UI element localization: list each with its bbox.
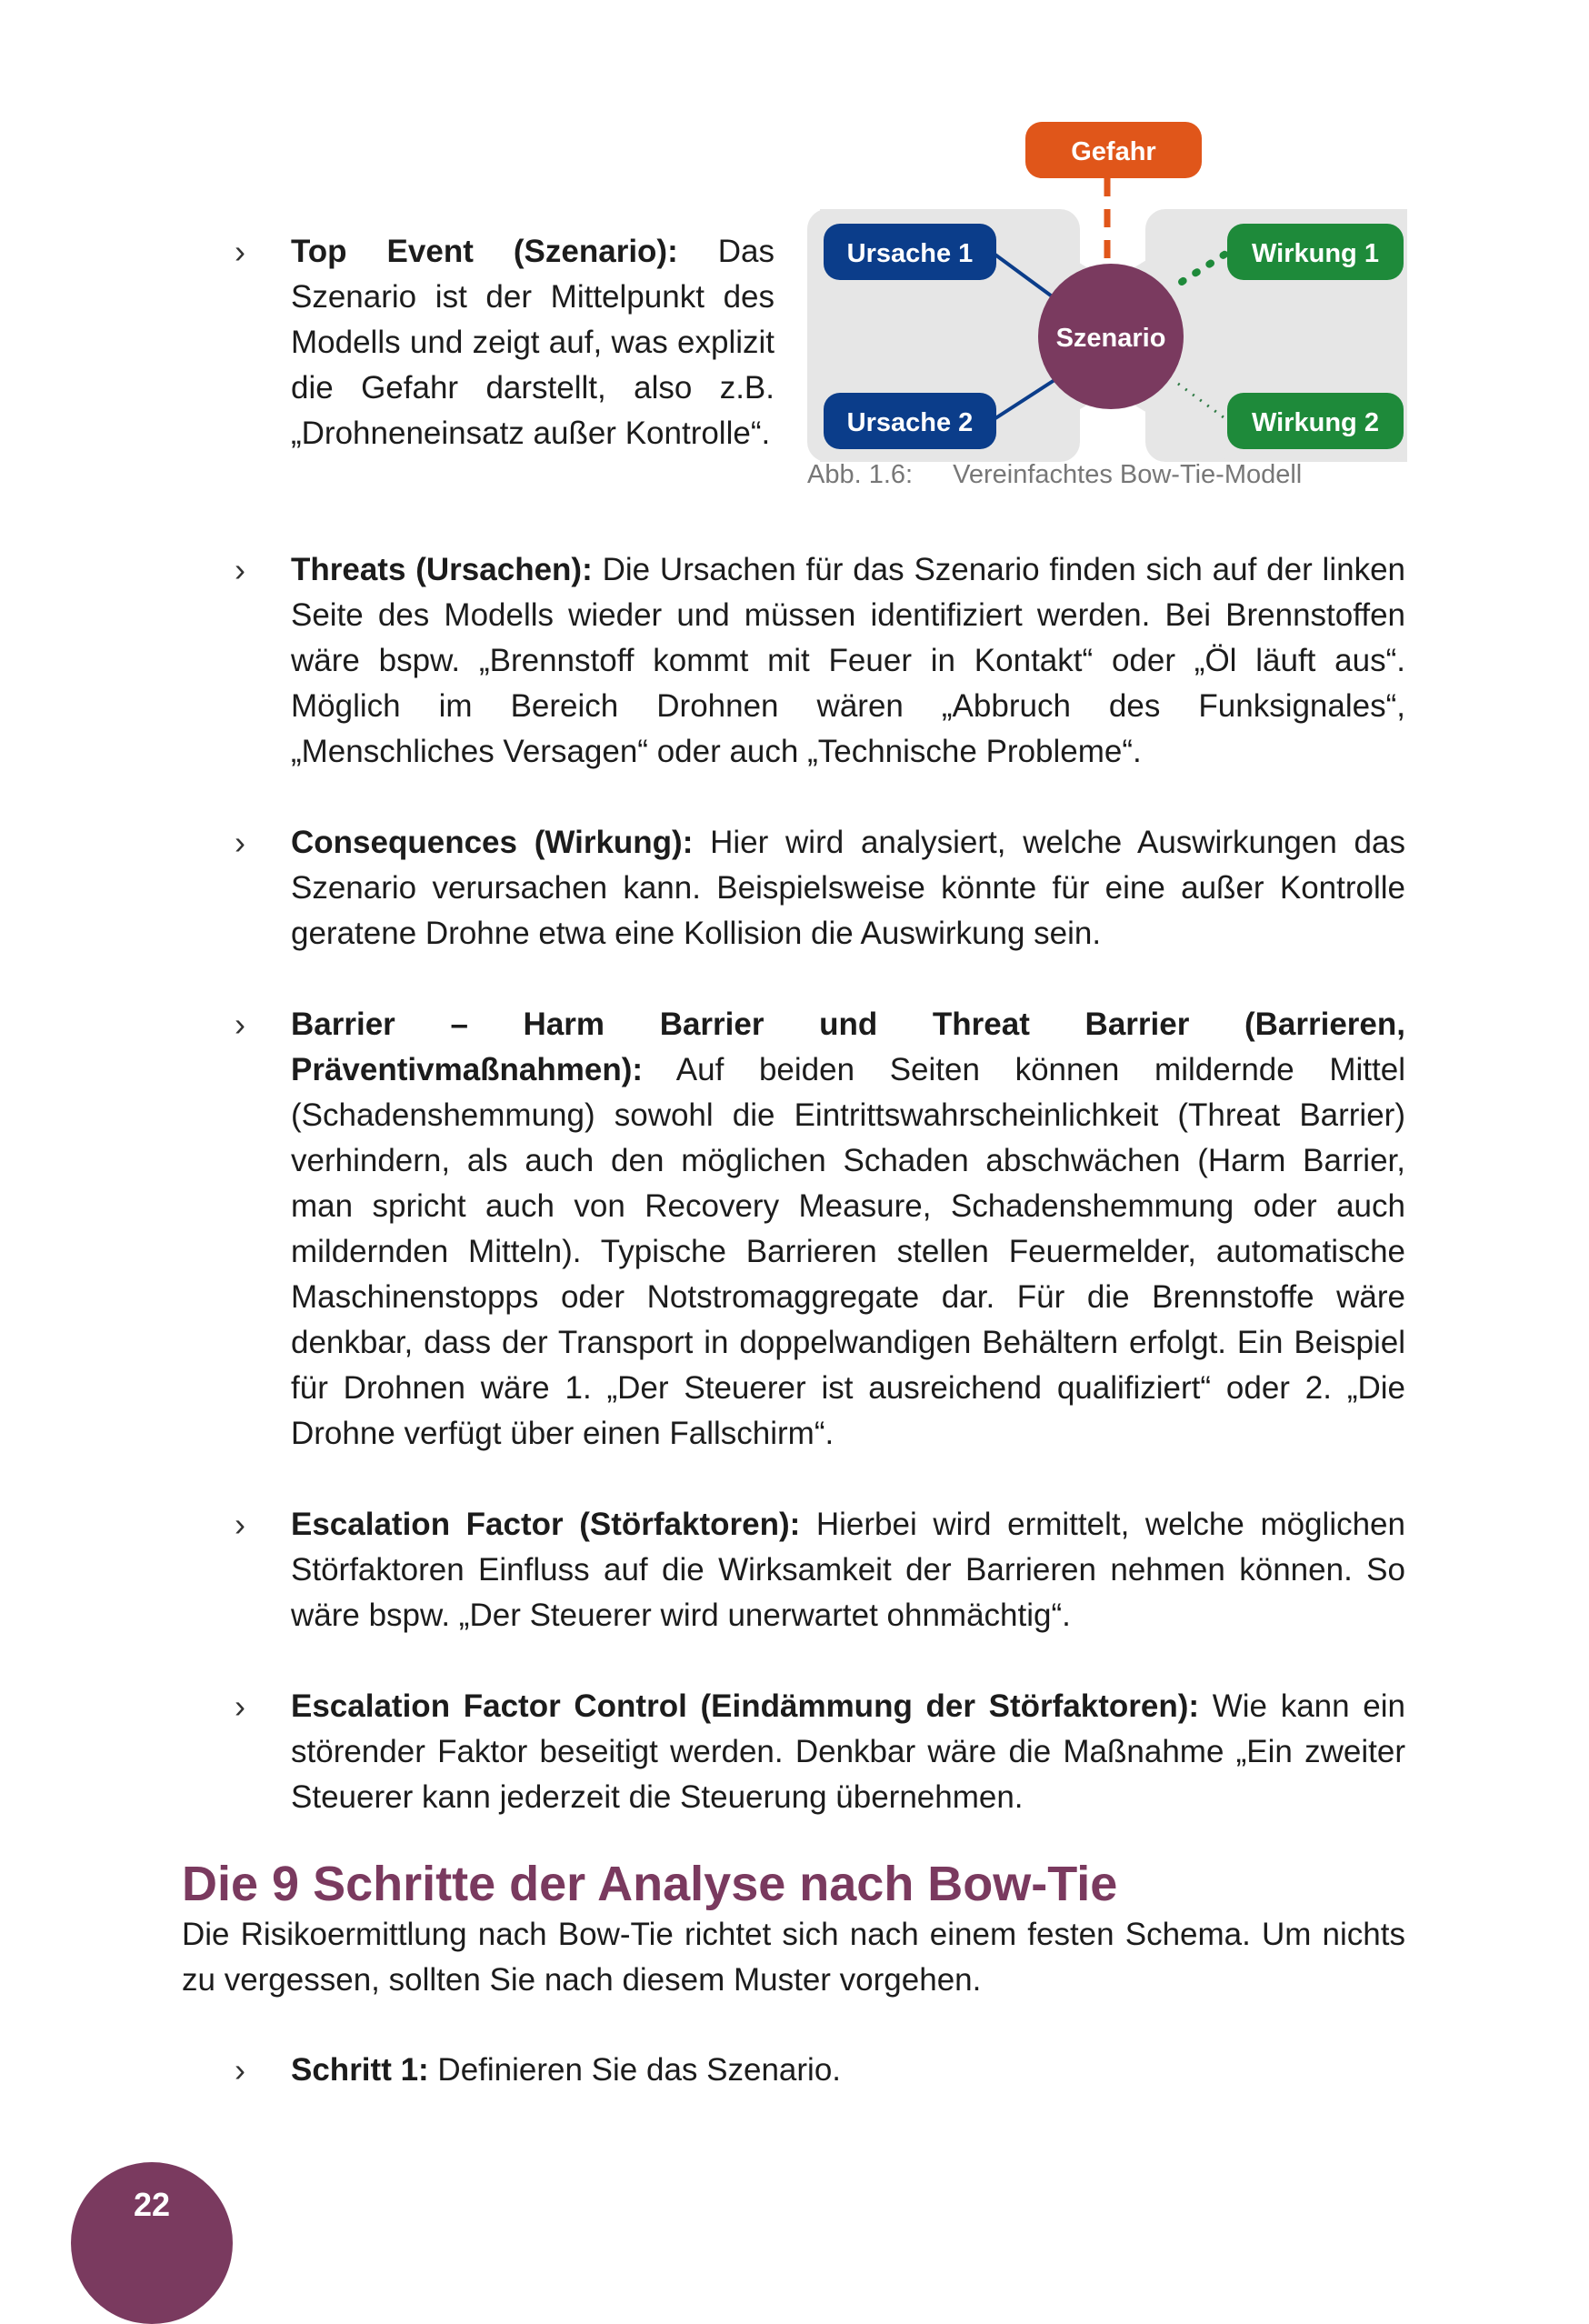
list-item-term: Schritt 1:: [291, 2052, 429, 2088]
effect1-label: Wirkung 1: [1252, 239, 1379, 268]
list-item-text: Definieren Sie das Szenario.: [428, 2052, 842, 2088]
list-item-term: Top Event (Szenario):: [291, 234, 678, 269]
list-item-term: Consequences (Wirkung):: [291, 825, 694, 860]
list-item-text: Das Szenario ist der Mittelpunkt des Modells und zeigt auf, was explizit die Gefahr darstellt, also z.B. „Drohneneinsatz außer Kontrolle“.: [291, 234, 775, 451]
list-item-text: Auf beiden Seiten können mildernde Mittel (Schadenshemmung) sowohl die Eintrittswahrscheinlichkeit (Threat Barrier) verhindern, als auch den möglichen Schaden abschwächen (Harm Barrier, man spricht auch von Recovery Measure, Schadenshemmung oder auch mildernden Mitteln). Typische Barrieren stellen Feuermelder, automatische Maschinenstopps oder Notstromaggregate dar. Für die Brennstoffe wäre denkbar, dass der Transport in doppelwandigen Behältern erfolgt. Ein Beispiel für Drohnen wäre 1. „Der Steuerer ist ausreichend qualifiziert“ oder 2. „Die Drohne verfügt über einen Fallschirm“.: [291, 1052, 1405, 1451]
list-item-top-event: [291, 229, 775, 456]
top-event-label: Szenario: [1055, 324, 1166, 353]
bullet-chevron-icon: ›: [235, 1506, 245, 1543]
list-item-threats: [291, 547, 1405, 775]
bullet-chevron-icon: ›: [235, 824, 245, 861]
list-item-escalation-factor: [291, 1502, 1405, 1638]
section-intro: Die Risikoermittlung nach Bow-Tie richtet sich nach einem festen Schema. Um nichts zu vergessen, sollten Sie nach diesem Muster vorgehen.: [182, 1917, 1405, 1998]
list-item-term: Threats (Ursachen):: [291, 552, 593, 587]
page-number-badge: [71, 2162, 233, 2324]
list-item-text: Die Ursachen für das Szenario finden sich auf der linken Seite des Modells wieder und müssen identifiziert werden. Bei Brennstoffen wäre bspw. „Brennstoff kommt mit Feuer in Kontakt“ oder „Öl läuft aus“. Möglich im Bereich Drohnen wären „Abbruch des Funksignales“, „Menschliches Versagen“ oder auch „Technische Probleme“.: [291, 552, 1405, 769]
list-item-text: Hierbei wird ermittelt, welche möglichen Störfaktoren Einfluss auf die Wirksamkeit der Barrieren nehmen können. So wäre bspw. „Der Steuerer wird unerwartet ohnmächtig“.: [291, 1507, 1405, 1633]
cause2-label: Ursache 2: [846, 408, 974, 437]
section-heading: Die 9 Schritte der Analyse nach Bow-Tie: [182, 1857, 1118, 1911]
list-item-term: Barrier – Harm Barrier und Threat Barrier (Barrieren, Präventivmaßnahmen):: [291, 1007, 1405, 1087]
list-item-step-1: [291, 2048, 1405, 2093]
list-item-consequences: [291, 820, 1405, 957]
cause1-label: Ursache 1: [846, 239, 974, 268]
figure-caption: [807, 456, 1302, 493]
figure-caption-label: Abb. 1.6:: [807, 460, 914, 489]
bullet-chevron-icon: ›: [235, 551, 245, 588]
list-item-escalation-factor-control: [291, 1684, 1405, 1820]
bullet-chevron-icon: ›: [235, 2051, 245, 2089]
bullet-chevron-icon: ›: [235, 233, 245, 270]
list-item-text: Hier wird analysiert, welche Auswirkungen das Szenario verursachen kann. Beispielsweise könnte für eine außer Kontrolle geratene Drohne etwa eine Kollision die Auswirkung sein.: [291, 825, 1405, 951]
list-item-term: Escalation Factor (Störfaktoren):: [291, 1507, 801, 1542]
effect2-label: Wirkung 2: [1252, 408, 1379, 437]
list-item-barrier: [291, 1002, 1405, 1457]
hazard-label: Gefahr: [1071, 137, 1156, 166]
bullet-chevron-icon: ›: [235, 1006, 245, 1043]
list-item-term: Escalation Factor Control (Eindämmung der Störfaktoren):: [291, 1688, 1200, 1724]
list-item-text: Wie kann ein störender Faktor beseitigt werden. Denkbar wäre die Maßnahme „Ein zweiter Steuerer kann jederzeit die Steuerung übernehmen.: [291, 1688, 1405, 1815]
figure-caption-text: Vereinfachtes Bow-Tie-Modell: [953, 460, 1303, 489]
page-number: 22: [133, 2186, 171, 2223]
bullet-chevron-icon: ›: [235, 1688, 245, 1725]
